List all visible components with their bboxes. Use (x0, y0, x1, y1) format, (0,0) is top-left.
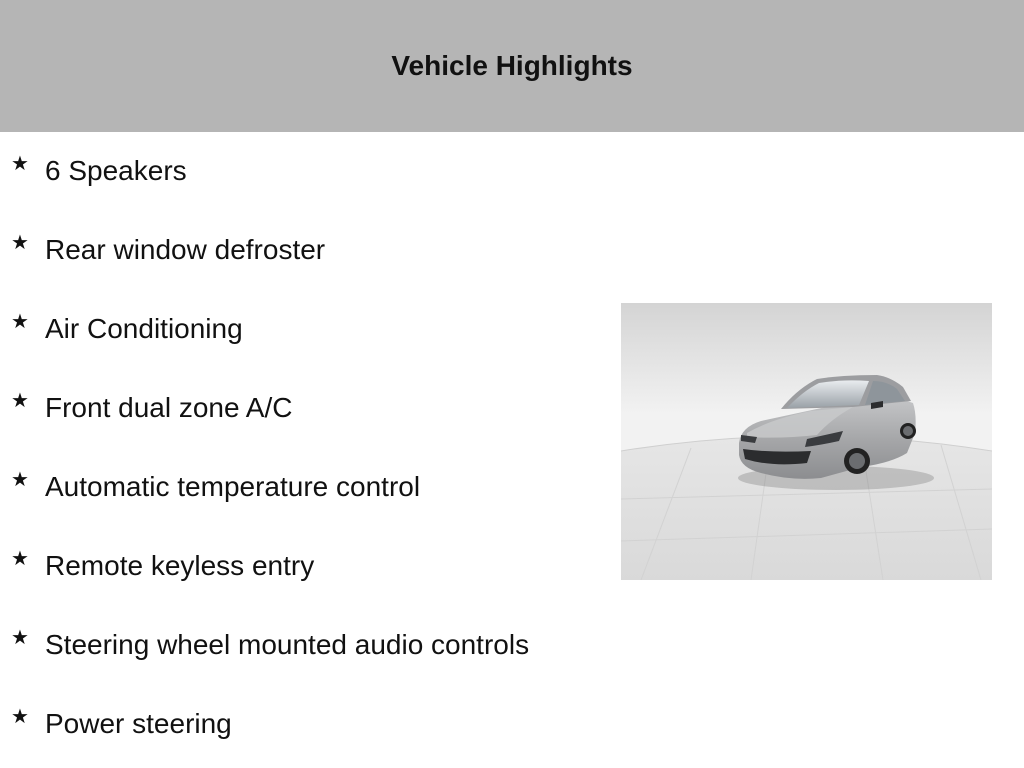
feature-label: 6 Speakers (45, 155, 187, 186)
star-icon: ★ (11, 232, 29, 254)
feature-item (0, 606, 600, 685)
star-icon: ★ (11, 627, 29, 649)
feature-item (0, 211, 600, 290)
feature-label: Air Conditioning (45, 313, 243, 344)
car-image (621, 303, 992, 580)
feature-label: Automatic temperature control (45, 471, 421, 502)
feature-item (0, 132, 600, 211)
star-icon: ★ (11, 469, 29, 491)
feature-label: Front dual zone A/C (45, 392, 293, 423)
header-bar (0, 0, 1024, 132)
feature-label: Steering wheel mounted audio controls (45, 629, 530, 660)
star-icon: ★ (11, 706, 29, 728)
feature-item (0, 448, 600, 527)
star-icon: ★ (11, 390, 29, 412)
feature-list (0, 132, 600, 764)
feature-item (0, 685, 600, 764)
star-icon: ★ (11, 548, 29, 570)
feature-label: Power steering (45, 708, 232, 739)
star-icon: ★ (11, 153, 29, 175)
feature-label: Rear window defroster (45, 234, 326, 265)
feature-item (0, 369, 600, 448)
feature-item (0, 527, 600, 606)
vehicle-photo (621, 303, 992, 580)
feature-label: Remote keyless entry (45, 550, 315, 581)
feature-item (0, 290, 600, 369)
star-icon: ★ (11, 311, 29, 333)
page-title: Vehicle Highlights (391, 50, 633, 81)
